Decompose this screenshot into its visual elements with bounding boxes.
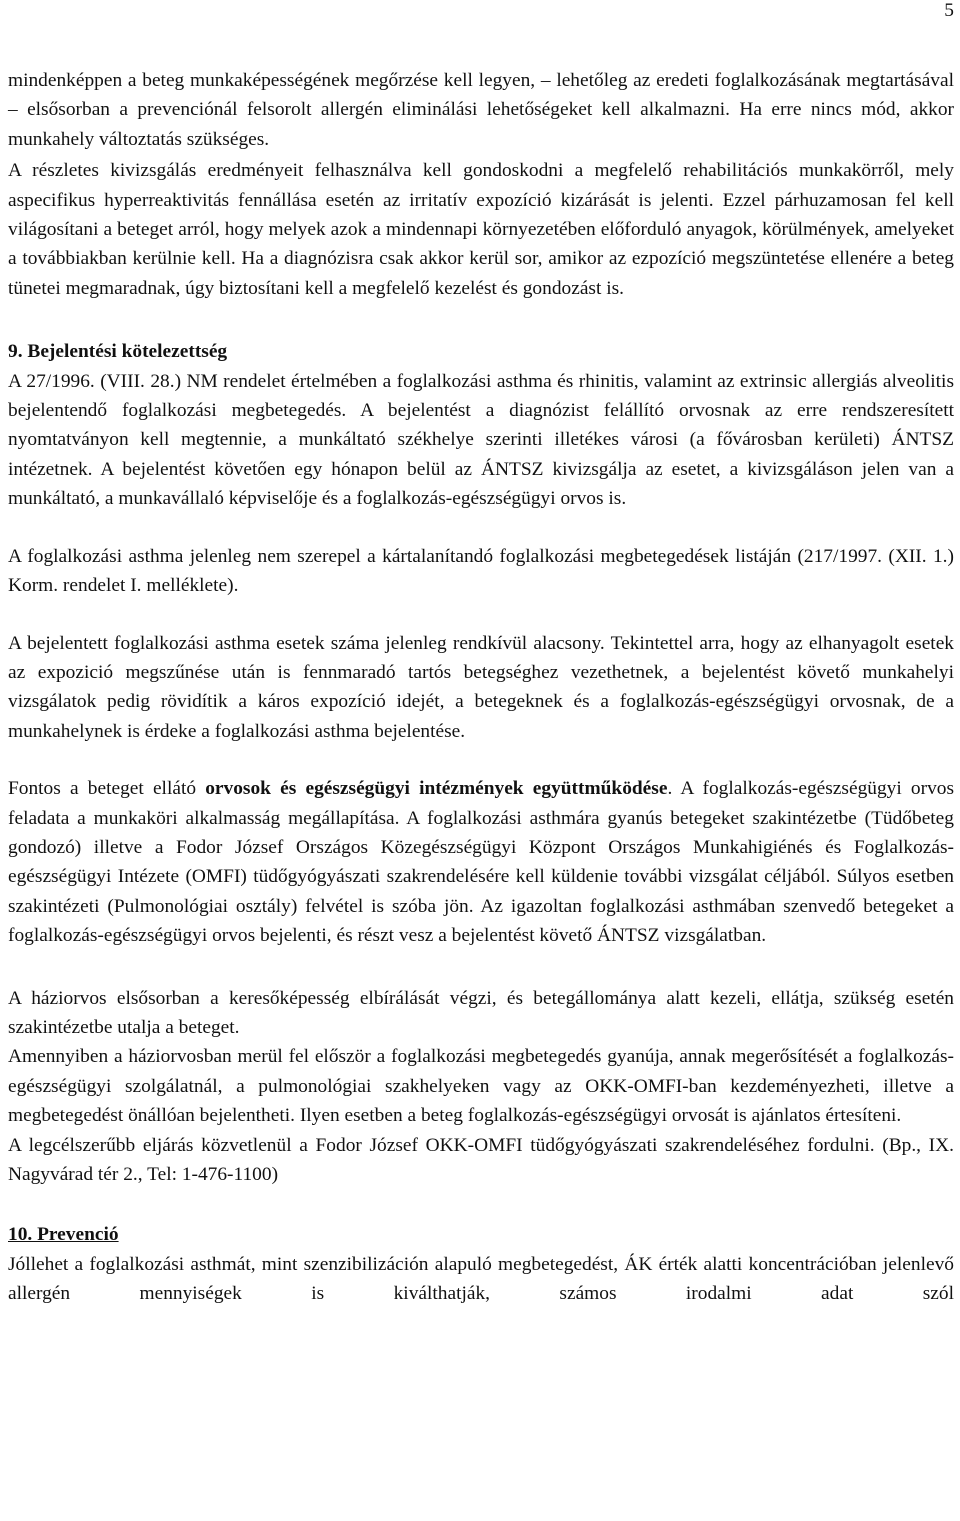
paragraph-detailed-examination: A részletes kivizsgálás eredményeit felhasználva kell gondoskodni a megfelelő rehabilitációs munkakörről, mely aspecifikus hyperreaktivitás fennállása esetén az irritatív expozíció kizárását is jelenti. Ezzel párhuzamosan fel kell világosítani a beteget arról, hogy melyek azok a mindennapi környezetében előforduló anyagok, körülmények, amelyeket a továbbiakban kerülnie kell. Ha a diagnózisra csak akkor kerül sor, amikor az ezpozíció megszüntetése ellenére a beteg tünetei megmaradnak, úgy biztosítani kell a megfelelő kezelést és gondozást is. (8, 160, 954, 299)
page-number: 5 (944, 0, 954, 21)
paragraph-cooperation (8, 774, 954, 950)
cooperation-body-text: . A foglalkozás-egészségügyi orvos feladata a munkaköri alkalmasság megállapítása. A foglalkozási asthmára gyanús betegeket szakintézetbe (Tüdőbeteg gondozó) illetve a Fodor József Országos Közegészségügyi Központ Országos Munkahigiénés és Foglalkozás-egészségügyi Intézete (OMFI) tüdőgyógyászati szakrendelésére kell küldenie további vizsgálat céljából. Súlyos esetben szakintézeti (Pulmonológiai osztály) felvétel is szóba jön. Az igazoltan foglalkozási asthmában szenvedő betegeket a foglalkozás-egészségügyi orvos bejelenti, és részt vesz a bejelentést követő ÁNTSZ vizsgálatban. (8, 778, 955, 947)
paragraph-reported-cases: A bejelentett foglalkozási asthma esetek száma jelenleg rendkívül alacsony. Tekintettel arra, hogy az elhanyagolt esetek az expozició megszűnése után is fennmaradó tartós betegséghez vezethetnek, a bejelentést követő munkahelyi vizsgálatok pedig rövidítik a káros expozíció idejét, a betegeknek és a foglalkozás-egészségügyi orvosnak, de a munkahelynek is érdeke a foglalkozási asthma bejelentése. (8, 632, 954, 742)
cooperation-emphasis-text: orvosok és egészségügyi intézmények együttműködése (205, 778, 668, 800)
paragraph-compensation-list: A foglalkozási asthma jelenleg nem szerepel a kártalanítandó foglalkozási megbetegedések listáján (217/1997. (XII. 1.) Korm. rendelet I. melléklete). (8, 545, 954, 597)
paragraph-general-practitioner: A háziorvos elsősorban a keresőképesség elbírálását végzi, és betegállománya alatt kezeli, ellátja, szükség esetén szakintézetbe utalja a beteget. (8, 987, 954, 1038)
paragraph-prevention-intro: Jóllehet a foglalkozási asthmát, mint szenzibilizáción alapuló megbetegedést, ÁK érték alatti koncentrációban jelenlevő allergén mennyiségek is kiválthatják, számos irodalmi adat szól (8, 1253, 954, 1305)
section-heading-prevention (8, 1220, 954, 1249)
paragraph-rehabilitation-continued: mindenképpen a beteg munkaképességének megőrzése kell legyen, – lehetőleg az eredeti foglalkozásának megtartásával – elsősorban a prevenciónál felsorolt allergén eliminálási lehetőségeket kell alkalmazni. Ha erre nincs mód, akkor munkahely változtatás szükséges. (8, 70, 954, 150)
document-body (8, 66, 954, 1309)
cooperation-intro-text: Fontos a beteget ellátó (8, 778, 206, 800)
section-heading-reporting-obligation: 9. Bejelentési kötelezettség (8, 341, 228, 363)
paragraph-best-procedure: A legcélszerűbb eljárás közvetlenül a Fodor József OKK-OMFI tüdőgyógyászati szakrendeléséhez fordulni. (Bp., IX. Nagyvárad tér 2., Tel: 1-476-1100) (8, 1134, 954, 1185)
prevention-heading-text: 10. Prevenció (8, 1224, 119, 1246)
paragraph-reporting-regulation: A 27/1996. (VIII. 28.) NM rendelet értelmében a foglalkozási asthma és rhinitis, valamint az extrinsic allergiás alveolitis bejelentendő foglalkozási megbetegedés. A bejelentést a diagnózist felállító orvosnak az erre rendszeresített nyomtatványon kell megtennie, a munkáltató székhelye szerinti illetékes városi (a fővárosban kerületi) ÁNTSZ intézetnek. A bejelentést követően egy hónapon belül az ÁNTSZ kivizsgálja az esetet, a kivizsgáláson jelen van a munkáltató, a munkavállaló képviselője és a foglalkozás-egészségügyi orvos is. (8, 370, 954, 510)
paragraph-suspicion: Amennyiben a háziorvosban merül fel először a foglalkozási megbetegedés gyanúja, annak megerősítését a foglalkozás-egészségügyi szolgálatnál, a pulmonológiai szakhelyeken vagy az OKK-OMFI-ban kezdeményezheti, illetve a megbetegedést önállóan bejelentheti. Ilyen esetben a beteg foglalkozás-egészségügyi orvosát is ajánlatos értesíteni. (8, 1046, 954, 1127)
